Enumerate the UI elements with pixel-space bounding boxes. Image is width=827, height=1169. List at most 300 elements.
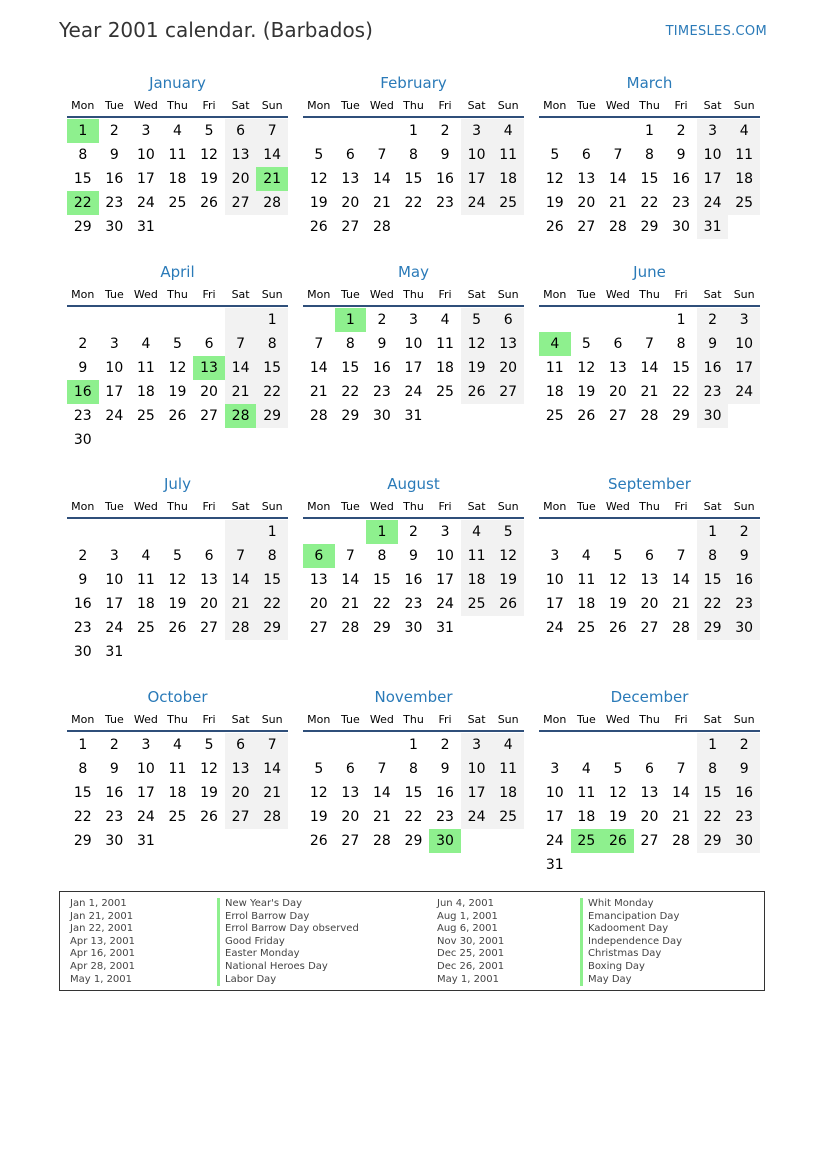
- day-cell: 29: [73, 219, 92, 235]
- day-cell: 28: [640, 408, 659, 424]
- day-cell: 12: [545, 171, 564, 187]
- day-cell: 15: [404, 171, 423, 187]
- day-cell: 30: [73, 644, 92, 660]
- day-cell: 20: [341, 195, 360, 211]
- weekday-label: Wed: [133, 712, 158, 726]
- day-cell: 1: [697, 733, 729, 757]
- weekday-label: Tue: [576, 287, 596, 301]
- weekday-header: [67, 283, 288, 307]
- day-cell: 28: [672, 833, 690, 849]
- legend-date: May 1, 2001: [70, 973, 133, 985]
- day-cell: 17: [728, 356, 760, 380]
- day-cell: 11: [492, 143, 524, 167]
- day-cell: 10: [436, 548, 454, 564]
- day-cell: 18: [728, 167, 760, 191]
- day-cell: 10: [728, 332, 760, 356]
- day-cell: 14: [608, 171, 627, 187]
- day-cell: 9: [440, 147, 450, 163]
- day-cell: 3: [141, 123, 151, 139]
- empty-cell: [571, 308, 603, 332]
- site-link[interactable]: TIMESLES.COM: [665, 24, 767, 39]
- day-cell: 8: [345, 336, 355, 352]
- day-cell: 22: [697, 805, 729, 829]
- weekday-label: Thu: [167, 98, 188, 112]
- day-grid: [539, 733, 760, 877]
- day-cell: 10: [545, 785, 564, 801]
- day-cell: 9: [78, 572, 88, 588]
- day-cell: 21: [309, 384, 328, 400]
- day-cell: 7: [225, 544, 257, 568]
- empty-cell: [130, 640, 162, 664]
- empty-cell: [728, 404, 760, 428]
- day-cell: 26: [492, 592, 524, 616]
- month-name: January: [149, 74, 206, 92]
- day-cell: 19: [608, 596, 627, 612]
- day-cell: 8: [676, 336, 686, 352]
- weekday-label: Wed: [605, 712, 630, 726]
- weekday-label: Sat: [231, 98, 250, 112]
- empty-cell: [429, 404, 461, 428]
- day-cell: 2: [440, 123, 450, 139]
- day-cell: 21: [372, 809, 391, 825]
- day-cell: 24: [105, 408, 124, 424]
- day-cell: 3: [697, 119, 729, 143]
- weekday-label: Mon: [307, 499, 331, 513]
- day-cell: 26: [309, 833, 328, 849]
- empty-cell: [162, 428, 194, 452]
- month-name: February: [380, 74, 447, 92]
- weekday-header: [67, 708, 288, 732]
- empty-cell: [99, 308, 131, 332]
- legend-date: Jan 22, 2001: [70, 923, 134, 935]
- empty-cell: [492, 829, 524, 853]
- day-cell: 7: [256, 733, 288, 757]
- day-cell: 18: [577, 809, 596, 825]
- empty-cell: [366, 733, 398, 757]
- day-cell: 29: [256, 404, 288, 428]
- month-september: [539, 473, 760, 640]
- empty-cell: [130, 308, 162, 332]
- day-cell: 17: [404, 360, 423, 376]
- day-cell: 15: [672, 360, 690, 376]
- weekday-label: Sat: [703, 712, 722, 726]
- day-cell: 16: [105, 785, 124, 801]
- day-cell: 2: [440, 737, 450, 753]
- day-cell: 13: [225, 143, 257, 167]
- day-cell: 18: [577, 596, 596, 612]
- month-name: March: [626, 74, 673, 92]
- empty-cell: [225, 520, 257, 544]
- weekday-label: Sat: [231, 499, 250, 513]
- day-grid: [539, 520, 760, 640]
- day-cell: 17: [545, 596, 564, 612]
- weekday-label: Wed: [133, 98, 158, 112]
- empty-cell: [366, 119, 398, 143]
- day-cell: 15: [697, 781, 729, 805]
- weekday-header: [303, 495, 524, 519]
- weekday-label: Tue: [340, 98, 360, 112]
- month-december: [539, 686, 760, 877]
- day-cell: 24: [461, 191, 493, 215]
- day-cell: 14: [640, 360, 659, 376]
- day-cell: 11: [436, 336, 454, 352]
- weekday-label: Sun: [733, 712, 755, 726]
- weekday-label: Fri: [674, 98, 688, 112]
- day-cell: 9: [440, 761, 450, 777]
- day-cell: 31: [697, 215, 729, 239]
- day-cell: 29: [341, 408, 360, 424]
- empty-cell: [99, 520, 131, 544]
- day-cell: 28: [608, 219, 627, 235]
- day-cell: 28: [372, 833, 391, 849]
- day-cell: 21: [256, 167, 288, 191]
- weekday-label: Tue: [104, 712, 124, 726]
- weekday-label: Sun: [733, 287, 755, 301]
- day-cell: 25: [728, 191, 760, 215]
- day-cell: 27: [225, 191, 257, 215]
- day-cell: 7: [676, 548, 686, 564]
- day-cell: 15: [640, 171, 659, 187]
- month-march: [539, 72, 760, 239]
- legend-dates-right: [437, 898, 504, 986]
- day-cell: 22: [341, 384, 360, 400]
- day-cell: 8: [409, 147, 418, 163]
- day-cell: 26: [545, 219, 564, 235]
- day-cell: 5: [173, 548, 182, 564]
- day-cell: 17: [461, 167, 493, 191]
- month-january: [67, 72, 288, 239]
- day-cell: 8: [256, 544, 288, 568]
- weekday-label: Sat: [467, 499, 486, 513]
- day-cell: 12: [168, 572, 187, 588]
- day-cell: 20: [640, 809, 659, 825]
- day-cell: 21: [256, 781, 288, 805]
- day-cell: 26: [608, 620, 627, 636]
- weekday-label: Wed: [605, 98, 630, 112]
- weekday-label: Sun: [497, 712, 519, 726]
- day-cell: 9: [676, 147, 686, 163]
- day-cell: 28: [225, 616, 257, 640]
- day-cell: 6: [204, 336, 214, 352]
- legend-date: Apr 28, 2001: [70, 960, 136, 972]
- weekday-label: Mon: [307, 712, 331, 726]
- day-cell: 14: [256, 143, 288, 167]
- day-cell: 20: [200, 596, 218, 612]
- day-cell: 12: [608, 785, 627, 801]
- legend-holiday-name: Emancipation Day: [580, 911, 682, 924]
- day-cell: 13: [341, 785, 360, 801]
- day-cell: 29: [372, 620, 391, 636]
- weekday-label: Mon: [543, 98, 567, 112]
- day-cell: 8: [645, 147, 654, 163]
- day-cell: 6: [581, 147, 591, 163]
- day-cell: 19: [309, 809, 328, 825]
- day-cell: 20: [341, 809, 360, 825]
- day-cell: 14: [672, 572, 690, 588]
- day-cell: 2: [109, 123, 119, 139]
- day-cell: 30: [429, 829, 461, 853]
- weekday-label: Fri: [674, 712, 688, 726]
- weekday-label: Sun: [497, 499, 519, 513]
- weekday-label: Fri: [202, 499, 216, 513]
- day-cell: 22: [73, 809, 92, 825]
- day-cell: 30: [105, 833, 124, 849]
- day-cell: 25: [571, 829, 603, 853]
- weekday-label: Fri: [438, 499, 452, 513]
- month-may: [303, 261, 524, 428]
- empty-cell: [335, 119, 367, 143]
- day-cell: 29: [697, 829, 729, 853]
- day-cell: 29: [256, 616, 288, 640]
- day-cell: 15: [372, 572, 391, 588]
- empty-cell: [225, 640, 257, 664]
- day-cell: 13: [640, 572, 659, 588]
- day-cell: 5: [492, 520, 524, 544]
- day-cell: 1: [256, 520, 288, 544]
- day-cell: 3: [141, 737, 151, 753]
- day-cell: 22: [640, 195, 659, 211]
- empty-cell: [728, 853, 760, 877]
- month-april: [67, 261, 288, 452]
- day-cell: 26: [577, 408, 596, 424]
- day-cell: 23: [672, 195, 690, 211]
- empty-cell: [193, 520, 225, 544]
- weekday-label: Sun: [261, 98, 283, 112]
- weekday-label: Tue: [340, 499, 360, 513]
- weekday-label: Fri: [438, 712, 452, 726]
- day-cell: 17: [105, 384, 124, 400]
- weekday-label: Thu: [167, 499, 188, 513]
- day-cell: 30: [697, 404, 729, 428]
- day-cell: 25: [136, 408, 155, 424]
- empty-cell: [193, 829, 225, 853]
- day-cell: 26: [168, 408, 187, 424]
- day-cell: 27: [309, 620, 328, 636]
- day-cell: 16: [436, 785, 454, 801]
- day-cell: 21: [608, 195, 627, 211]
- weekday-label: Sat: [467, 98, 486, 112]
- empty-cell: [67, 308, 99, 332]
- day-cell: 6: [204, 548, 214, 564]
- weekday-label: Mon: [543, 499, 567, 513]
- day-cell: 4: [581, 761, 591, 777]
- weekday-label: Sat: [231, 287, 250, 301]
- day-cell: 5: [613, 548, 623, 564]
- day-cell: 18: [545, 384, 564, 400]
- day-cell: 11: [577, 785, 596, 801]
- day-cell: 16: [728, 568, 760, 592]
- month-name: August: [387, 475, 440, 493]
- empty-cell: [634, 853, 666, 877]
- day-cell: 23: [105, 809, 124, 825]
- day-cell: 9: [728, 544, 760, 568]
- day-cell: 29: [404, 833, 423, 849]
- day-cell: 20: [309, 596, 328, 612]
- day-cell: 26: [168, 620, 187, 636]
- day-cell: 4: [173, 123, 182, 139]
- day-cell: 12: [200, 147, 218, 163]
- day-cell: 22: [256, 592, 288, 616]
- day-cell: 13: [200, 572, 218, 588]
- day-cell: 15: [73, 785, 92, 801]
- empty-cell: [162, 520, 194, 544]
- day-cell: 9: [697, 332, 729, 356]
- day-cell: 30: [105, 219, 124, 235]
- empty-cell: [634, 520, 666, 544]
- empty-cell: [256, 640, 288, 664]
- day-cell: 15: [256, 356, 288, 380]
- day-cell: 6: [303, 544, 335, 568]
- weekday-label: Wed: [133, 287, 158, 301]
- day-cell: 13: [225, 757, 257, 781]
- day-cell: 4: [141, 548, 151, 564]
- day-cell: 26: [602, 829, 634, 853]
- empty-cell: [665, 520, 697, 544]
- empty-cell: [225, 308, 257, 332]
- weekday-label: Sun: [261, 499, 283, 513]
- day-cell: 10: [105, 572, 124, 588]
- weekday-label: Wed: [605, 499, 630, 513]
- weekday-label: Sun: [497, 98, 519, 112]
- day-cell: 2: [676, 123, 686, 139]
- weekday-header: [67, 495, 288, 519]
- day-cell: 3: [109, 548, 119, 564]
- day-cell: 27: [640, 833, 659, 849]
- day-cell: 24: [136, 809, 155, 825]
- day-cell: 12: [577, 360, 596, 376]
- day-cell: 9: [109, 147, 119, 163]
- empty-cell: [99, 428, 131, 452]
- day-cell: 21: [372, 195, 391, 211]
- day-cell: 17: [136, 171, 155, 187]
- weekday-label: Sat: [703, 499, 722, 513]
- legend-dates-left: [70, 898, 135, 986]
- month-july: [67, 473, 288, 664]
- day-cell: 7: [345, 548, 355, 564]
- day-cell: 1: [67, 119, 99, 143]
- day-cell: 1: [409, 737, 418, 753]
- weekday-label: Sat: [703, 287, 722, 301]
- day-cell: 31: [404, 408, 423, 424]
- day-cell: 7: [676, 761, 686, 777]
- day-cell: 14: [225, 568, 257, 592]
- day-cell: 2: [78, 336, 88, 352]
- empty-cell: [492, 616, 524, 640]
- weekday-label: Tue: [340, 287, 360, 301]
- day-cell: 1: [697, 520, 729, 544]
- day-cell: 5: [204, 123, 214, 139]
- day-cell: 3: [109, 336, 119, 352]
- day-cell: 20: [577, 195, 596, 211]
- empty-cell: [335, 733, 367, 757]
- day-cell: 12: [309, 785, 328, 801]
- month-name: April: [160, 263, 195, 281]
- day-cell: 5: [581, 336, 591, 352]
- day-cell: 26: [200, 809, 218, 825]
- day-cell: 11: [461, 544, 493, 568]
- day-cell: 17: [461, 781, 493, 805]
- day-cell: 16: [436, 171, 454, 187]
- weekday-header: [539, 283, 760, 307]
- day-cell: 7: [225, 332, 257, 356]
- weekday-label: Sun: [733, 98, 755, 112]
- day-cell: 9: [109, 761, 119, 777]
- day-cell: 27: [577, 219, 596, 235]
- empty-cell: [539, 308, 571, 332]
- day-cell: 8: [256, 332, 288, 356]
- day-cell: 12: [168, 360, 187, 376]
- day-cell: 20: [608, 384, 627, 400]
- weekday-label: Sun: [261, 287, 283, 301]
- day-cell: 26: [309, 219, 328, 235]
- empty-cell: [571, 119, 603, 143]
- weekday-label: Mon: [543, 287, 567, 301]
- day-cell: 17: [136, 785, 155, 801]
- empty-cell: [602, 520, 634, 544]
- day-cell: 11: [492, 757, 524, 781]
- weekday-label: Tue: [340, 712, 360, 726]
- weekday-label: Fri: [674, 287, 688, 301]
- day-cell: 28: [256, 191, 288, 215]
- weekday-label: Thu: [639, 712, 660, 726]
- day-cell: 13: [341, 171, 360, 187]
- weekday-label: Mon: [71, 712, 95, 726]
- empty-cell: [130, 520, 162, 544]
- day-cell: 23: [73, 408, 92, 424]
- day-cell: 1: [409, 123, 418, 139]
- legend-date: Jan 1, 2001: [70, 898, 127, 909]
- day-cell: 17: [105, 596, 124, 612]
- day-cell: 3: [728, 308, 760, 332]
- day-cell: 19: [168, 384, 187, 400]
- legend-names-right: [580, 898, 682, 986]
- day-cell: 22: [404, 809, 423, 825]
- empty-cell: [193, 215, 225, 239]
- day-cell: 15: [341, 360, 360, 376]
- day-cell: 21: [341, 596, 360, 612]
- day-cell: 4: [581, 548, 591, 564]
- day-cell: 22: [67, 191, 99, 215]
- day-cell: 28: [309, 408, 328, 424]
- empty-cell: [571, 520, 603, 544]
- day-cell: 24: [728, 380, 760, 404]
- empty-cell: [634, 308, 666, 332]
- empty-cell: [303, 733, 335, 757]
- day-cell: 1: [366, 520, 398, 544]
- day-cell: 10: [461, 757, 493, 781]
- day-cell: 31: [545, 857, 564, 873]
- legend-holiday-name: Kadooment Day: [580, 923, 682, 936]
- weekday-label: Wed: [369, 98, 394, 112]
- weekday-label: Sat: [467, 712, 486, 726]
- day-cell: 30: [672, 219, 690, 235]
- legend-holiday-name: Whit Monday: [580, 898, 682, 911]
- day-cell: 28: [256, 805, 288, 829]
- legend-date: Aug 6, 2001: [437, 923, 498, 935]
- weekday-header: [67, 94, 288, 118]
- empty-cell: [602, 119, 634, 143]
- day-cell: 31: [136, 219, 155, 235]
- empty-cell: [303, 308, 335, 332]
- day-cell: 10: [136, 147, 155, 163]
- day-cell: 7: [377, 761, 387, 777]
- day-cell: 24: [545, 833, 564, 849]
- day-cell: 25: [168, 809, 187, 825]
- day-cell: 16: [404, 572, 423, 588]
- weekday-label: Sun: [733, 499, 755, 513]
- day-cell: 19: [200, 785, 218, 801]
- day-cell: 2: [728, 733, 760, 757]
